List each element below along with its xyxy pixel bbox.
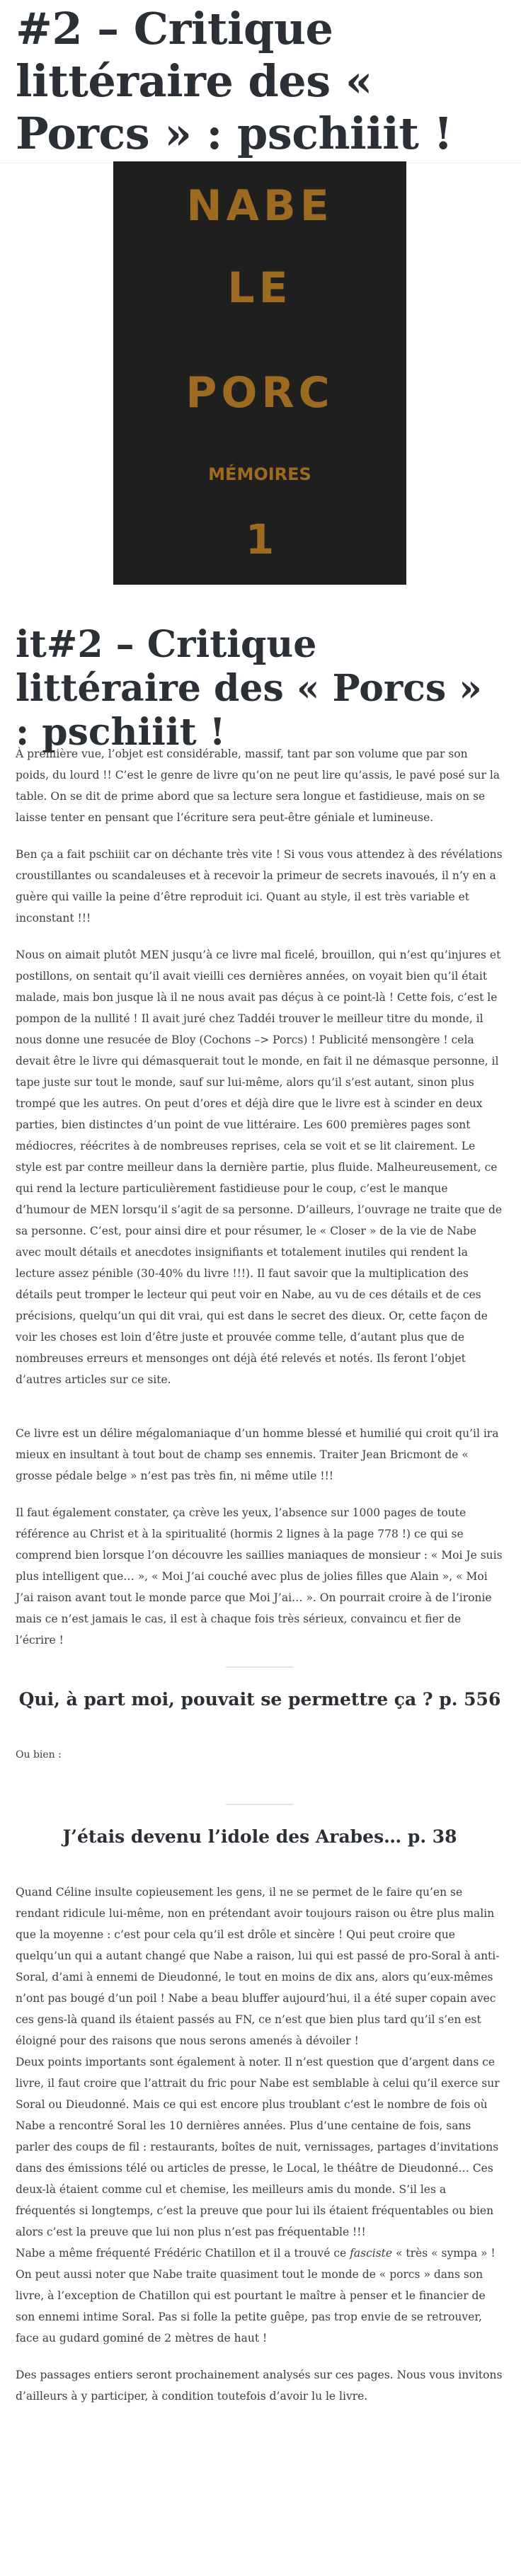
paragraph-closing: Des passages entiers seront prochainement analysés sur ces pages. Nous vous invitons d’ailleurs à y participer, à condition toutefois d’avoir lu le livre.	[16, 2369, 503, 2403]
book-cover-image	[113, 161, 406, 585]
paragraph-celine-b: Deux points importants sont également à noter. Il n’est question que d’argent dans ce livre, il faut croire que l’attrait du fric pour Nabe est semblable à celui qu’il exerce sur Soral ou Dieudonné. Mais ce qui est encore plus troublant c’est le nombre de fois où Nabe a rencontré Soral les 10 dernières années. Plus d’une centaine de fois, sans parler des coups de fil : restaurants, boîtes de nuit, vernissages, partages d’invitations dans des émissions télé ou articles de presse, le Local, le théâtre de Dieudonné… Ces deux-là étaient comme cul et chemise, les meilleurs amis du monde. S’il les a fréquentés si longtemps, c’est la preuve que pour lui ils étaient fréquentables ou bien alors c’est la preuve que lui non plus n’est pas fréquentable !!!	[16, 2056, 500, 2238]
cover-article: LE	[227, 263, 292, 313]
quote-heading-556: Qui, à part moi, pouvait se permettre ça ? p. 556	[18, 1689, 501, 1710]
paragraph-celine-a: Quand Céline insulte copieusement les gens, il ne se permet de le faire qu’en se rendant ridicule lui-même, non en prétendant avoir toujours raison ou être plus malin que la moyenne : c’est pour cela qu’il est drôle et sincère ! Qui peut croire que quelqu’un qui a autant changé que Nabe a raison, lui qui est passé de pro-Soral à anti-Soral, d’ami à ennemi de Dieudonné, le tout en moins de dix ans, alors qu’eux-mêmes n’ont pas bougé d’un poil ! Nabe a beau bluffer aujourd’hui, il a été super copain avec ces gens-là quand ils étaient passés au FN, ce n’est que bien plus tard qu’il s’en est éloigné pour des raisons que nous serons amenés à dévoiler !	[16, 1886, 500, 2047]
paragraph-pschiiit: Ben ça a fait pschiiit car on déchante très vite ! Si vous vous attendez à des révélations croustillantes ou scandaleuses et à recevoir la primeur de secrets inavoués, il n’y en a guère qui vaille la peine d’être reproduit ici. Quant au style, il est très variable et inconstant !!!	[16, 848, 503, 925]
paragraph-celine	[16, 1882, 504, 2349]
separator	[226, 1804, 294, 1805]
paragraph-men: Nous on aimait plutôt MEN jusqu’à ce livre mal ficelé, brouillon, qui n’est qu’injures et postillons, on sentait qu’il avait vieilli ces dernières années, on voyait bien qu’il était malade, mais bon jusque là il ne nous avait pas déçus à ce point-là ! Cette fois, c’est le pompon de la nullité ! Il avait juré chez Taddéi trouver le meilleur titre du monde, il nous donne une resucée de Bloy (Cochons –> Porcs) ! Publicité mensongère ! cela devait être le livre qui démasquerait tout le monde, en fait il ne démasque personne, il tape juste sur tout le monde, sauf sur lui-même, alors qu’il s’est autant, sinon plus trompé que les autres. On peut d’ores et déjà dire que le livre est à scinder en deux parties, bien distinctes d’un point de vue littéraire. Les 600 premières pages sont médiocres, réécrites à de nombreuses reprises, cela se voit et se lit clairement. Le style est par contre meilleur dans la dernière partie, plus fluide. Malheureusement, ce qui rend la lecture particulièrement fastidieuse pour le coup, c’est le manque d’humour de MEN lorsqu’il s’agit de sa personne. D’ailleurs, l’ouvrage ne traite que de sa personne. C’est, pour ainsi dire et pour résumer, le « Closer » de la vie de Nabe avec moult détails et anecdotes insignifiants et totalement inutiles qui rendent la lecture assez pénible (30-40% du livre !!!). Il faut savoir que la multiplication des détails peut tromper le lecteur qui peut voir en Nabe, au vu de ces détails et de ces précisions, quelqu’un qui dit vrai, qui est dans le secret des dieux. Or, cette façon de voir les choses est loin d’être juste et prouvée comme telle, d’autant plus que de nombreuses erreurs et mensonges ont déjà été relevés et notés. Ils feront l’objet d’autres articles sur ce site.	[16, 949, 503, 1386]
or-well-text: Ou bien :	[16, 1749, 62, 1761]
cover-title: PORC	[185, 368, 334, 418]
quote-heading-38: J’étais devenu l’idole des Arabes… p. 38	[62, 1826, 457, 1847]
separator	[226, 1666, 294, 1668]
sticky-header	[0, 0, 521, 164]
chatillon-text-1: Nabe a même fréquenté Frédéric Chatillon et il a trouvé ce	[16, 2247, 350, 2260]
article-title: it#2 – Critique littéraire des « Porcs » : pschiiit !	[16, 623, 482, 754]
cover-subtitle: MÉMOIRES	[208, 464, 311, 484]
cover-volume: 1	[245, 515, 275, 563]
page-title: #2 – Critique littéraire des « Porcs » : pschiiit !	[16, 3, 453, 159]
paragraph-chatillon	[16, 2243, 504, 2349]
fasciste-emphasis: fasciste	[350, 2247, 393, 2260]
paragraph-christ: Il faut également constater, ça crève les yeux, l’absence sur 1000 pages de toute référence au Christ et à la spiritualité (hormis 2 lignes à la page 778 !) ce qui se comprend bien lorsque l’on découvre les saillies maniaques de monsieur : « Moi Je suis plus intelligent que… », « Moi J’ai couché avec plus de jolies filles que Alain », « Moi J’ai raison avant tout le monde parce que Moi J’ai… ». On pourrait croire à de l’ironie mais ce n’est jamais le cas, il est à chaque fois très sérieux, convaincu et fier de l’écrire !	[16, 1506, 503, 1647]
chatillon-text-2: « très « sympa » ! On peut aussi noter que Nabe traite quasiment tout le monde de « porcs » dans son livre, à l’exception de Chatillon qui est pourtant le maître à penser et le financier de son ennemi intime Soral. Pas si folle la petite guêpe, pas trop envie de se retrouver, face au gudard gominé de 2 mètres de haut !	[16, 2247, 496, 2345]
article-body	[16, 743, 504, 2422]
paragraph-intro: À première vue, l’objet est considérable, massif, tant par son volume que par son poids, du lourd !! C’est le genre de livre qu’on ne peut lire qu’assis, le pavé posé sur la table. On se dit de prime abord que sa lecture sera longue et fastidieuse, mais on se laisse tenter en pensant que l’écriture sera peut-être géniale et lumineuse.	[16, 748, 500, 824]
paragraph-megalomania: Ce livre est un délire mégalomaniaque d’un homme blessé et humilié qui croit qu’il ira mieux en insultant à tout bout de champ ses ennemis. Traiter Jean Bricmont de « grosse pédale belge » n’est pas très fin, ni même utile !!!	[16, 1427, 499, 1482]
cover-author: NABE	[186, 181, 333, 231]
